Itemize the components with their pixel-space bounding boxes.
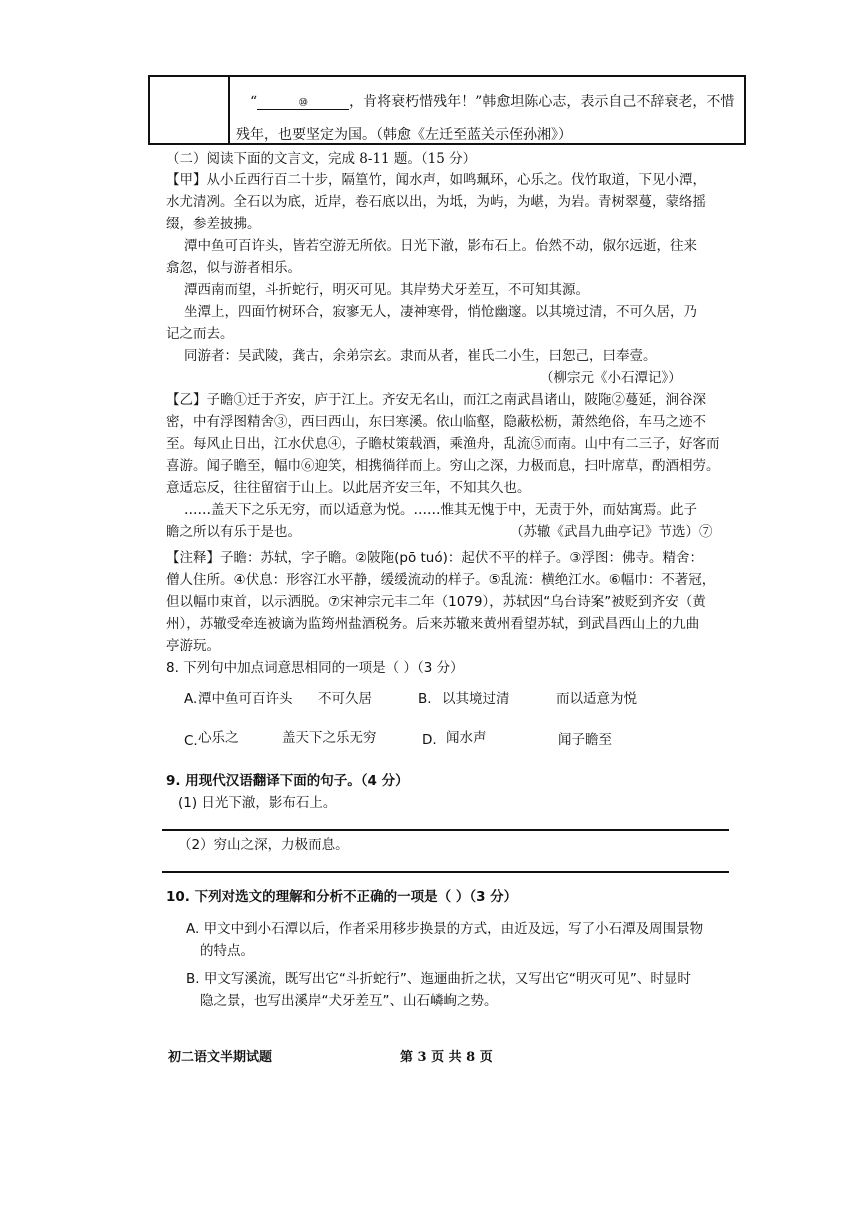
- table-row-1-text: ，肯将衰朽惜残年！”韩愈坦陈心志，表示自己不辞衰老，不惜: [349, 94, 735, 110]
- jia-line: 同游者：吴武陵，龚古，余弟宗玄。隶而从者，崔氏二小生，曰恕己，曰奉壹。: [184, 348, 657, 364]
- q8-option-a-2: 不可久居: [318, 691, 372, 707]
- jia-line: 潭中鱼可百许头，皆若空游无所依。日光下澈，影布石上。佁然不动，俶尔远逝，往来: [184, 238, 697, 254]
- question-9-stem: 9. 用现代汉语翻译下面的句子。（4 分）: [166, 773, 409, 789]
- q8-option-a-label: A.: [184, 691, 198, 707]
- footer-title: 初二语文半期试题: [168, 1050, 273, 1065]
- q8-option-d-2: 闻子瞻至: [558, 732, 612, 748]
- question-8-stem: 8. 下列句中加点词意思相同的一项是（ ）（3 分）: [166, 660, 464, 676]
- yi-line: 密，中有浮图精舍③，西曰西山，东曰寒溪。依山临壑，隐蔽松枥，萧然绝俗，车马之迹不: [166, 414, 706, 430]
- table-row-1: [250, 91, 734, 111]
- q8-option-b-2: 而以适意为悦: [556, 691, 637, 707]
- jia-line: 缀，参差披拂。: [166, 216, 261, 232]
- poem-table: [148, 75, 746, 145]
- jia-line: 潭西南而望，斗折蛇行，明灭可见。其岸势犬牙差互，不可知其源。: [184, 282, 589, 298]
- q8-option-a-1: 潭中鱼可百许头: [198, 691, 293, 707]
- jia-source: （柳宗元《小石潭记》）: [540, 370, 682, 386]
- q8-option-c-label: C.: [184, 733, 198, 749]
- jia-line: 记之而去。: [166, 326, 234, 342]
- q10-option-b-cont: 隐之景，也写出溪岸“犬牙差互”、山石嶙峋之势。: [200, 993, 498, 1009]
- q9-sentence-2: （2）穷山之深，力极而息。: [178, 837, 349, 853]
- q8-option-c-2: 盖天下之乐无穷: [282, 730, 377, 746]
- notes-line: 僧人住所。④伏息：形容江水平静，缓缓流动的样子。⑤乱流：横绝江水。⑥幅巾：不著冠，: [166, 572, 716, 588]
- fill-blank-10: [257, 96, 349, 110]
- yi-line: ……盖天下之乐无穷，而以适意为悦。……惟其无愧于中，无责于外，而姑寓焉。此子: [184, 502, 697, 518]
- answer-line: [162, 829, 729, 831]
- yi-line: 喜游。闻子瞻至，幅巾⑥迎笑，相携徜徉而上。穷山之深，力极而息，扫叶席草，酌酒相劳。: [166, 458, 720, 474]
- page-number: 第 3 页 共 8 页: [400, 1050, 493, 1065]
- q8-option-b-1: 以其境过清: [442, 691, 510, 707]
- q10-option-b: B. 甲文写溪流，既写出它“斗折蛇行”、迤逦曲折之状，又写出它“明灭可见”、时显时: [186, 971, 691, 987]
- blank-number: ⑩: [298, 96, 309, 109]
- q10-option-a-cont: 的特点。: [200, 943, 254, 959]
- notes-line: 州），苏辙受牵连被谪为监筠州盐酒税务。后来苏辙来黄州看望苏轼，到武昌西山上的九曲: [166, 616, 700, 632]
- q8-option-d-1: 闻水声: [446, 730, 487, 746]
- q9-sentence-1: (1) 日光下澈，影布石上。: [178, 795, 337, 811]
- open-quote: “: [250, 94, 258, 110]
- q8-option-b-label: B.: [418, 691, 432, 707]
- notes-line: 亭游玩。: [166, 638, 220, 654]
- q10-option-a: A. 甲文中到小石潭以后，作者采用移步换景的方式，由近及远，写了小石潭及周围景物: [186, 921, 704, 937]
- jia-line: 【甲】从小丘西行百二十步，隔篁竹，闻水声，如鸣珮环，心乐之。伐竹取道，下见小潭，: [166, 172, 706, 188]
- yi-line: 意适忘反，往往留宿于山上。以此居齐安三年，不知其久也。: [166, 480, 531, 496]
- q8-option-d-label: D.: [422, 732, 437, 748]
- jia-line: 水尤清冽。全石以为底，近岸，卷石底以出，为坻，为屿，为嵁，为岩。青树翠蔓，蒙络摇: [166, 194, 706, 210]
- yi-line: 瞻之所以有乐于是也。: [166, 524, 301, 540]
- section-heading: （二）阅读下面的文言文，完成 8-11 题。（15 分）: [166, 151, 477, 167]
- notes-line: 但以幅巾束首，以示洒脱。⑦宋神宗元丰二年（1079），苏轼因“乌台诗案”被贬到齐安（黄: [166, 594, 706, 610]
- yi-line: 至。每风止日出，江水伏息④，子瞻杖策载酒，乘渔舟，乱流⑤而南。山中有二三子，好客而: [166, 436, 720, 452]
- table-row-2: 残年，也要坚定为国。（韩愈《左迁至蓝关示侄孙湘》）: [236, 127, 572, 143]
- question-10-stem: 10. 下列对选文的理解和分析不正确的一项是（ ）（3 分）: [166, 889, 518, 905]
- answer-line: [162, 871, 729, 873]
- jia-line: 坐潭上，四面竹树环合，寂寥无人，凄神寒骨，悄怆幽邃。以其境过清，不可久居，乃: [184, 304, 697, 320]
- notes-line: 【注释】子瞻：苏轼，字子瞻。②陂陁(pō tuó)：起伏不平的样子。③浮图：佛寺。精舍：: [166, 550, 703, 566]
- yi-source: （苏辙《武昌九曲亭记》节选）⑦: [510, 524, 713, 540]
- jia-line: 翕忽，似与游者相乐。: [166, 260, 301, 276]
- yi-line: 【乙】子瞻①迁于齐安，庐于江上。齐安无名山，而江之南武昌诸山，陂陁②蔓延，涧谷深: [166, 392, 706, 408]
- q8-option-c-1: 心乐之: [198, 730, 239, 746]
- table-column-divider: [228, 77, 230, 143]
